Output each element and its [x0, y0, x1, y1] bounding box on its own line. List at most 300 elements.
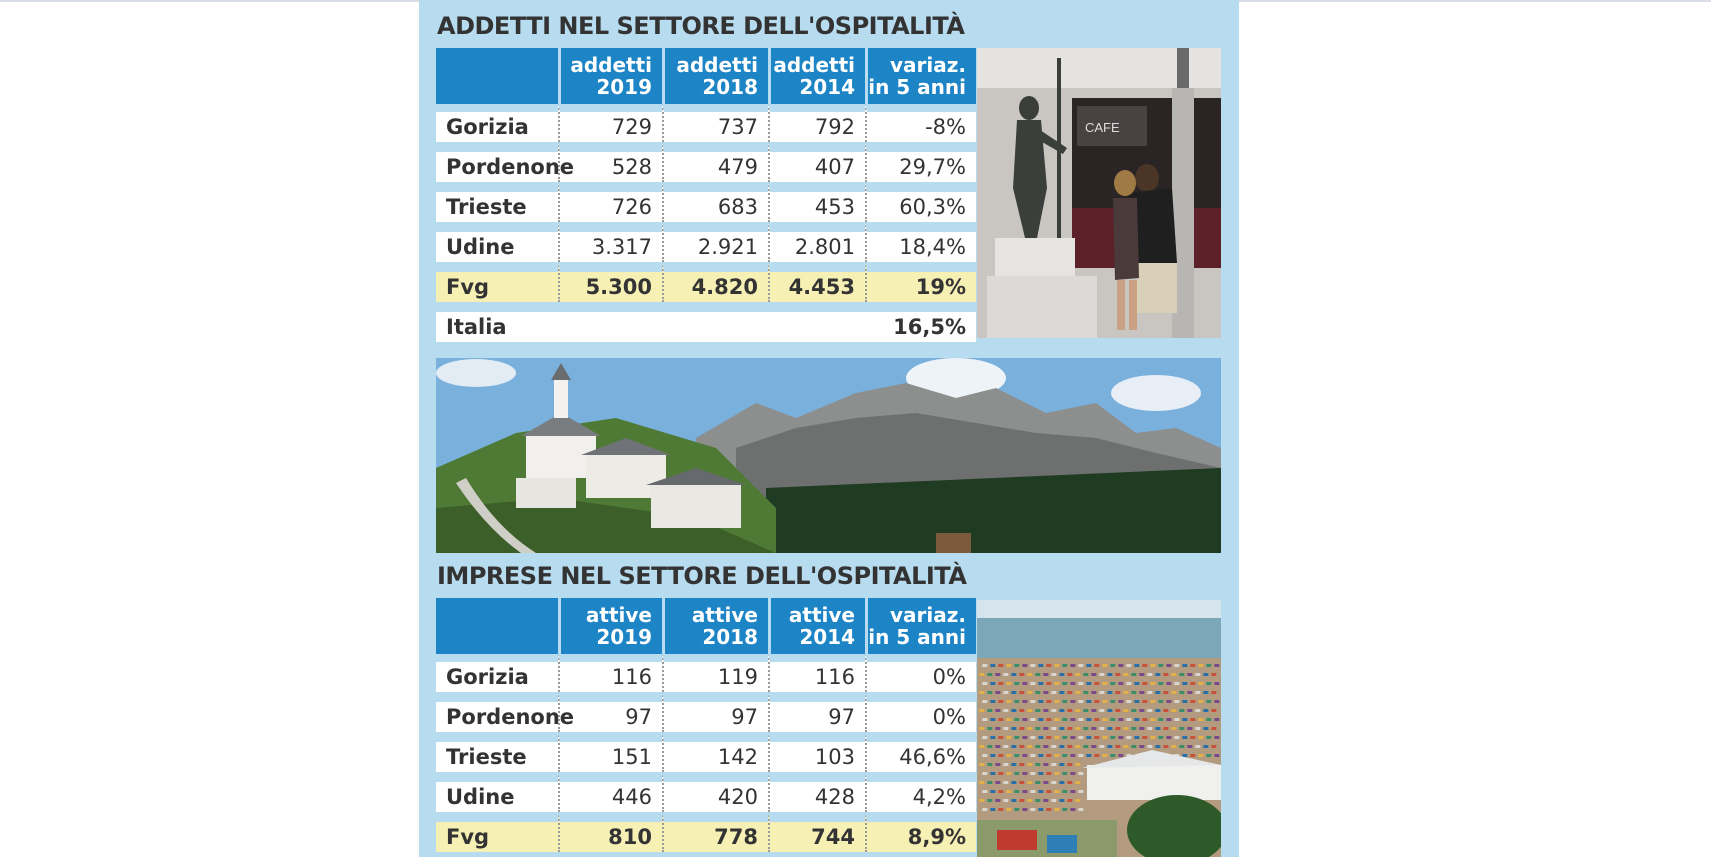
umbrella-dot	[1062, 682, 1067, 685]
umbrella-dot	[1187, 691, 1192, 694]
umbrella-dot	[1099, 691, 1104, 694]
cell: 4,2%	[865, 772, 976, 812]
umbrella-dot	[1003, 709, 1008, 712]
umbrella-dot	[1174, 682, 1179, 685]
umbrella-dot	[1054, 718, 1059, 721]
row-label: Gorizia	[436, 654, 558, 692]
cell: 4.453	[768, 262, 865, 302]
umbrella-dot	[1142, 700, 1147, 703]
row-label: Gorizia	[436, 104, 558, 142]
umbrella-dot	[1187, 727, 1192, 730]
umbrella-dot	[1003, 691, 1008, 694]
umbrella-dot	[990, 790, 995, 793]
cell: 3.317	[558, 222, 662, 262]
umbrella-dot	[1070, 790, 1075, 793]
umbrella-dot	[1043, 745, 1048, 748]
umbrella-dot	[1110, 754, 1115, 757]
umbrella-dot	[1075, 673, 1080, 676]
umbrella-dot	[1099, 727, 1104, 730]
umbrella-dot	[1019, 709, 1024, 712]
umbrella-dot	[1030, 772, 1035, 775]
umbrella-dot	[1003, 781, 1008, 784]
umbrella-dot	[1163, 691, 1168, 694]
umbrella-dot	[1182, 736, 1187, 739]
umbrella-dot	[1118, 664, 1123, 667]
umbrella-dot	[1163, 727, 1168, 730]
header-col: attive 2019	[558, 598, 662, 654]
row-label: Italia	[436, 302, 558, 342]
umbrella-dot	[990, 664, 995, 667]
umbrella-dot	[1214, 736, 1219, 739]
umbrella-dot	[1011, 745, 1016, 748]
umbrella-dot	[987, 727, 992, 730]
umbrella-dot	[1086, 664, 1091, 667]
umbrella-dot	[1059, 745, 1064, 748]
umbrella-dot	[987, 691, 992, 694]
umbrella-dot	[1054, 682, 1059, 685]
umbrella-dot	[1059, 727, 1064, 730]
umbrella-dot	[1006, 718, 1011, 721]
umbrella-dot	[1110, 664, 1115, 667]
umbrella-dot	[1067, 709, 1072, 712]
umbrella-dot	[1198, 682, 1203, 685]
cell: 103	[768, 732, 865, 772]
umbrella-dot	[1118, 718, 1123, 721]
cell: 8,9%	[865, 812, 976, 852]
photo-beach	[977, 600, 1221, 857]
umbrella-dot	[990, 754, 995, 757]
umbrella-dot	[1027, 727, 1032, 730]
umbrella-dot	[1174, 736, 1179, 739]
umbrella-dot	[1051, 763, 1056, 766]
umbrella-dot	[1027, 691, 1032, 694]
umbrella-dot	[1166, 718, 1171, 721]
umbrella-dot	[1027, 673, 1032, 676]
umbrella-dot	[1083, 709, 1088, 712]
umbrella-dot	[1211, 673, 1216, 676]
umbrella-dot	[1011, 727, 1016, 730]
umbrella-dot	[1214, 754, 1219, 757]
umbrella-dot	[1038, 808, 1043, 811]
umbrella-dot	[1014, 682, 1019, 685]
umbrella-dot	[1078, 790, 1083, 793]
umbrella-dot	[1190, 664, 1195, 667]
cell: 5.300	[558, 262, 662, 302]
umbrella-dot	[1062, 718, 1067, 721]
umbrella-dot	[1011, 691, 1016, 694]
umbrella-dot	[1035, 781, 1040, 784]
umbrella-dot	[982, 754, 987, 757]
umbrella-dot	[1179, 745, 1184, 748]
umbrella-dot	[995, 763, 1000, 766]
umbrella-dot	[1094, 682, 1099, 685]
umbrella-dot	[1198, 736, 1203, 739]
row-label: Trieste	[436, 182, 558, 222]
umbrella-dot	[1131, 709, 1136, 712]
umbrella-dot	[1019, 691, 1024, 694]
imprese-table	[436, 598, 976, 852]
umbrella-dot	[1134, 664, 1139, 667]
umbrella-dot	[1179, 691, 1184, 694]
umbrella-dot	[990, 736, 995, 739]
cell: 446	[558, 772, 662, 812]
umbrella-dot	[1006, 808, 1011, 811]
umbrella-dot	[1078, 754, 1083, 757]
umbrella-dot	[1134, 700, 1139, 703]
umbrella-dot	[1131, 691, 1136, 694]
umbrella-dot	[1038, 790, 1043, 793]
umbrella-dot	[1078, 682, 1083, 685]
umbrella-dot	[1014, 790, 1019, 793]
cell: 479	[662, 142, 768, 182]
cell: 142	[662, 732, 768, 772]
umbrella-dot	[1102, 700, 1107, 703]
umbrella-dot	[1035, 799, 1040, 802]
header-corner	[436, 598, 558, 654]
table-row-italia	[436, 302, 976, 342]
umbrella-dot	[1043, 709, 1048, 712]
table-row-total	[436, 812, 976, 852]
umbrella-dot	[1075, 745, 1080, 748]
umbrella-dot	[1030, 736, 1035, 739]
umbrella-dot	[1014, 754, 1019, 757]
umbrella-dot	[1054, 736, 1059, 739]
umbrella-dot	[1022, 700, 1027, 703]
umbrella-dot	[1075, 763, 1080, 766]
umbrella-dot	[1059, 673, 1064, 676]
umbrella-dot	[1147, 673, 1152, 676]
umbrella-dot	[1150, 664, 1155, 667]
cell: 29,7%	[865, 142, 976, 182]
umbrella-dot	[1195, 709, 1200, 712]
table-row	[436, 772, 976, 812]
umbrella-dot	[1203, 709, 1208, 712]
umbrella-dot	[1059, 781, 1064, 784]
umbrella-dot	[1070, 700, 1075, 703]
umbrella-dot	[998, 664, 1003, 667]
umbrella-dot	[1158, 718, 1163, 721]
umbrella-dot	[1206, 664, 1211, 667]
umbrella-dot	[1166, 664, 1171, 667]
umbrella-dot	[1102, 718, 1107, 721]
umbrella-dot	[1195, 691, 1200, 694]
umbrella-dot	[1171, 691, 1176, 694]
umbrella-dot	[1043, 799, 1048, 802]
umbrella-dot	[982, 718, 987, 721]
umbrella-dot	[990, 718, 995, 721]
umbrella-dot	[1011, 709, 1016, 712]
cell: 97	[558, 692, 662, 732]
umbrella-dot	[1187, 745, 1192, 748]
umbrella-dot	[998, 682, 1003, 685]
cell: 2.801	[768, 222, 865, 262]
header-col: variaz. in 5 anni	[865, 48, 976, 104]
umbrella-dot	[1051, 745, 1056, 748]
umbrella-dot	[1214, 664, 1219, 667]
umbrella-dot	[1091, 673, 1096, 676]
umbrella-dot	[1211, 745, 1216, 748]
cell: -8%	[865, 104, 976, 142]
umbrella-dot	[1067, 691, 1072, 694]
umbrella-dot	[1174, 664, 1179, 667]
umbrella-dot	[1059, 799, 1064, 802]
umbrella-dot	[1115, 673, 1120, 676]
umbrella-dot	[1075, 709, 1080, 712]
umbrella-dot	[1006, 754, 1011, 757]
umbrella-dot	[1214, 682, 1219, 685]
umbrella-dot	[1158, 700, 1163, 703]
umbrella-dot	[1027, 799, 1032, 802]
umbrella-dot	[1035, 709, 1040, 712]
umbrella-dot	[990, 700, 995, 703]
cell: 778	[662, 812, 768, 852]
umbrella-dot	[1182, 754, 1187, 757]
umbrella-dot	[1142, 664, 1147, 667]
umbrella-dot	[1198, 754, 1203, 757]
umbrella-dot	[1006, 682, 1011, 685]
umbrella-dot	[1006, 790, 1011, 793]
umbrella-dot	[1078, 700, 1083, 703]
umbrella-dot	[1075, 781, 1080, 784]
umbrella-dot	[1038, 718, 1043, 721]
umbrella-dot	[1014, 772, 1019, 775]
umbrella-dot	[1070, 772, 1075, 775]
umbrella-dot	[1046, 736, 1051, 739]
umbrella-dot	[998, 754, 1003, 757]
umbrella-dot	[1179, 727, 1184, 730]
umbrella-dot	[998, 700, 1003, 703]
umbrella-dot	[998, 790, 1003, 793]
umbrella-dot	[1006, 664, 1011, 667]
umbrella-dot	[1086, 718, 1091, 721]
umbrella-dot	[1195, 727, 1200, 730]
umbrella-dot	[1043, 691, 1048, 694]
umbrella-dot	[998, 718, 1003, 721]
cell: 16,5%	[865, 302, 976, 342]
umbrella-dot	[1123, 691, 1128, 694]
umbrella-dot	[1062, 790, 1067, 793]
umbrella-dot	[1019, 745, 1024, 748]
row-label: Udine	[436, 772, 558, 812]
umbrella-dot	[990, 772, 995, 775]
cell: 97	[662, 692, 768, 732]
umbrella-dot	[1123, 709, 1128, 712]
umbrella-dot	[1203, 691, 1208, 694]
cell: 46,6%	[865, 732, 976, 772]
umbrella-dot	[1206, 718, 1211, 721]
table-header-row	[436, 598, 976, 654]
umbrella-dot	[1062, 664, 1067, 667]
header-col: attive 2014	[768, 598, 865, 654]
umbrella-dot	[1035, 727, 1040, 730]
umbrella-dot	[1022, 772, 1027, 775]
cell: 116	[558, 654, 662, 692]
umbrella-dot	[1030, 808, 1035, 811]
umbrella-dot	[1078, 772, 1083, 775]
umbrella-dot	[1027, 763, 1032, 766]
infographic-panel	[419, 0, 1239, 857]
umbrella-dot	[995, 727, 1000, 730]
umbrella-dot	[1019, 799, 1024, 802]
umbrella-dot	[1203, 745, 1208, 748]
table-row	[436, 142, 976, 182]
umbrella-dot	[1022, 808, 1027, 811]
umbrella-dot	[998, 736, 1003, 739]
umbrella-dot	[1126, 700, 1131, 703]
cell: 729	[558, 104, 662, 142]
umbrella-dot	[1059, 691, 1064, 694]
umbrella-dot	[987, 709, 992, 712]
row-label: Pordenone	[436, 142, 558, 182]
cell-empty	[662, 302, 768, 342]
umbrella-dot	[1011, 781, 1016, 784]
umbrella-dot	[987, 673, 992, 676]
row-label: Fvg	[436, 262, 558, 302]
umbrella-dot	[1038, 700, 1043, 703]
umbrella-dot	[1211, 709, 1216, 712]
umbrella-dot	[1019, 763, 1024, 766]
umbrella-dot	[1062, 808, 1067, 811]
cell: 428	[768, 772, 865, 812]
photo-mountain-panorama	[436, 358, 1221, 553]
umbrella-dot	[1163, 673, 1168, 676]
umbrella-dot	[1030, 754, 1035, 757]
umbrella-dot	[1179, 709, 1184, 712]
umbrella-dot	[1003, 745, 1008, 748]
umbrella-dot	[1198, 700, 1203, 703]
umbrella-dot	[1214, 718, 1219, 721]
umbrella-dot	[1094, 700, 1099, 703]
umbrella-dot	[1022, 664, 1027, 667]
umbrella-dot	[1158, 682, 1163, 685]
umbrella-dot	[1062, 754, 1067, 757]
umbrella-dot	[990, 682, 995, 685]
umbrella-dot	[1030, 790, 1035, 793]
row-label: Trieste	[436, 732, 558, 772]
umbrella-dot	[1134, 682, 1139, 685]
umbrella-dot	[1171, 673, 1176, 676]
umbrella-dot	[1043, 673, 1048, 676]
umbrella-dot	[1038, 754, 1043, 757]
umbrella-dot	[987, 799, 992, 802]
umbrella-dot	[1078, 736, 1083, 739]
umbrella-dot	[1062, 772, 1067, 775]
cell: 0%	[865, 654, 976, 692]
umbrella-dot	[1027, 745, 1032, 748]
umbrella-dot	[1195, 673, 1200, 676]
umbrella-dot	[1059, 709, 1064, 712]
header-col: addetti 2019	[558, 48, 662, 104]
umbrella-dot	[1038, 772, 1043, 775]
header-col: addetti 2014	[768, 48, 865, 104]
umbrella-dot	[1102, 664, 1107, 667]
umbrella-dot	[982, 700, 987, 703]
umbrella-dot	[995, 745, 1000, 748]
umbrella-dot	[1006, 700, 1011, 703]
umbrella-dot	[1070, 808, 1075, 811]
umbrella-dot	[1147, 727, 1152, 730]
umbrella-dot	[1155, 709, 1160, 712]
cell: 116	[768, 654, 865, 692]
umbrella-dot	[1142, 736, 1147, 739]
umbrella-dot	[1203, 673, 1208, 676]
umbrella-dot	[990, 808, 995, 811]
umbrella-dot	[1067, 673, 1072, 676]
umbrella-dot	[1139, 691, 1144, 694]
umbrella-dot	[1134, 718, 1139, 721]
cell: 18,4%	[865, 222, 976, 262]
umbrella-dot	[1134, 736, 1139, 739]
cell: 726	[558, 182, 662, 222]
umbrella-dot	[1190, 736, 1195, 739]
header-col: addetti 2018	[662, 48, 768, 104]
umbrella-dot	[1022, 718, 1027, 721]
umbrella-dot	[1086, 682, 1091, 685]
umbrella-dot	[1006, 772, 1011, 775]
umbrella-dot	[998, 772, 1003, 775]
table-header-row	[436, 48, 976, 104]
umbrella-dot	[979, 745, 984, 748]
umbrella-dot	[1046, 790, 1051, 793]
table-row	[436, 732, 976, 772]
row-label: Udine	[436, 222, 558, 262]
umbrella-dot	[1046, 772, 1051, 775]
umbrella-dot	[979, 673, 984, 676]
cell: 0%	[865, 692, 976, 732]
umbrella-dot	[1158, 736, 1163, 739]
umbrella-dot	[1211, 727, 1216, 730]
umbrella-dot	[1086, 754, 1091, 757]
umbrella-dot	[1115, 727, 1120, 730]
cell: 119	[662, 654, 768, 692]
umbrella-dot	[1139, 709, 1144, 712]
umbrella-dot	[1126, 682, 1131, 685]
umbrella-dot	[1118, 754, 1123, 757]
umbrella-dot	[1051, 673, 1056, 676]
umbrella-dot	[987, 763, 992, 766]
umbrella-dot	[1110, 736, 1115, 739]
umbrella-dot	[1075, 799, 1080, 802]
umbrella-dot	[1011, 763, 1016, 766]
umbrella-dot	[1030, 682, 1035, 685]
umbrella-dot	[1067, 781, 1072, 784]
umbrella-dot	[1011, 799, 1016, 802]
umbrella-dot	[1051, 799, 1056, 802]
umbrella-dot	[1150, 700, 1155, 703]
umbrella-dot	[1038, 736, 1043, 739]
umbrella-dot	[1102, 736, 1107, 739]
umbrella-dot	[1059, 763, 1064, 766]
umbrella-dot	[1062, 736, 1067, 739]
umbrella-dot	[1091, 745, 1096, 748]
umbrella-dot	[1067, 799, 1072, 802]
umbrella-dot	[1043, 727, 1048, 730]
umbrella-dot	[1003, 799, 1008, 802]
umbrella-dot	[1035, 745, 1040, 748]
umbrella-dot	[998, 808, 1003, 811]
umbrella-dot	[1123, 673, 1128, 676]
umbrella-dot	[1182, 682, 1187, 685]
header-corner	[436, 48, 558, 104]
umbrella-dot	[1174, 718, 1179, 721]
umbrella-dot	[987, 781, 992, 784]
umbrella-dot	[995, 781, 1000, 784]
umbrella-dot	[1102, 682, 1107, 685]
cell: 4.820	[662, 262, 768, 302]
umbrella-dot	[1115, 691, 1120, 694]
umbrella-dot	[1094, 664, 1099, 667]
umbrella-dot	[1110, 682, 1115, 685]
